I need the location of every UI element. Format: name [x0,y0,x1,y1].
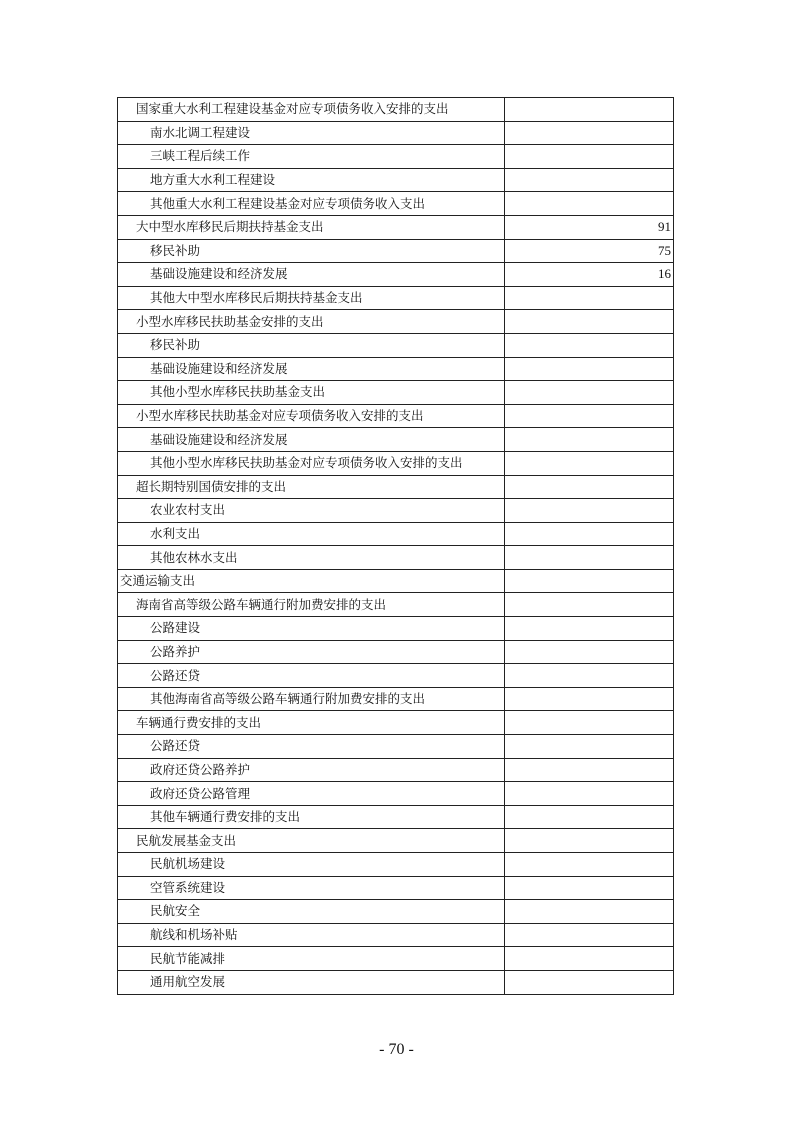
item-name-cell: 公路还贷 [118,735,505,759]
table-row [118,687,674,711]
table-row [118,357,674,381]
item-name-cell: 移民补助 [118,333,505,357]
table-row [118,947,674,971]
table-row [118,853,674,877]
item-name-cell: 超长期特别国债安排的支出 [118,475,505,499]
item-value-cell [505,357,674,381]
item-name-cell: 移民补助 [118,239,505,263]
item-name-cell: 基础设施建设和经济发展 [118,357,505,381]
item-value-cell [505,970,674,994]
item-name-cell: 航线和机场补贴 [118,923,505,947]
item-value-cell [505,310,674,334]
item-name-cell: 地方重大水利工程建设 [118,168,505,192]
item-name-cell: 三峡工程后续工作 [118,145,505,169]
item-value-cell [505,664,674,688]
item-name-cell: 其他小型水库移民扶助基金支出 [118,381,505,405]
item-name-cell: 其他重大水利工程建设基金对应专项债务收入支出 [118,192,505,216]
item-name-cell: 大中型水库移民后期扶持基金支出 [118,215,505,239]
item-name-cell: 通用航空发展 [118,970,505,994]
table-row [118,404,674,428]
item-name-cell: 其他大中型水库移民后期扶持基金支出 [118,286,505,310]
table-row [118,664,674,688]
table-body [118,98,674,995]
item-name-cell: 空管系统建设 [118,876,505,900]
item-value-cell: 75 [505,239,674,263]
expenditure-table [117,97,674,995]
table-row [118,569,674,593]
item-name-cell: 民航机场建设 [118,853,505,877]
item-value-cell [505,404,674,428]
table-row [118,758,674,782]
item-value-cell [505,947,674,971]
page-number: - 70 - [379,1041,414,1058]
table-row [118,900,674,924]
item-name-cell: 政府还贷公路管理 [118,782,505,806]
table-row [118,310,674,334]
item-value-cell [505,499,674,523]
item-value-cell [505,758,674,782]
table-row [118,333,674,357]
item-value-cell [505,546,674,570]
item-value-cell [505,333,674,357]
item-name-cell: 南水北调工程建设 [118,121,505,145]
table-row [118,923,674,947]
table-row [118,215,674,239]
table-row [118,782,674,806]
item-value-cell [505,640,674,664]
table-row [118,121,674,145]
item-name-cell: 民航发展基金支出 [118,829,505,853]
table-row [118,735,674,759]
item-name-cell: 其他海南省高等级公路车辆通行附加费安排的支出 [118,687,505,711]
item-name-cell: 水利支出 [118,522,505,546]
table-row [118,428,674,452]
item-value-cell [505,735,674,759]
table-row [118,522,674,546]
item-name-cell: 基础设施建设和经济发展 [118,263,505,287]
item-name-cell: 小型水库移民扶助基金对应专项债务收入安排的支出 [118,404,505,428]
item-value-cell [505,451,674,475]
item-value-cell [505,192,674,216]
table-row [118,381,674,405]
table-row [118,475,674,499]
table-row [118,451,674,475]
item-value-cell [505,168,674,192]
item-value-cell [505,522,674,546]
item-value-cell [505,687,674,711]
table-row [118,711,674,735]
item-value-cell [505,711,674,735]
item-name-cell: 小型水库移民扶助基金安排的支出 [118,310,505,334]
item-value-cell: 91 [505,215,674,239]
table-row [118,263,674,287]
table-row [118,98,674,122]
table-row [118,499,674,523]
item-value-cell [505,876,674,900]
table-row [118,593,674,617]
item-name-cell: 交通运输支出 [118,569,505,593]
table-row [118,168,674,192]
item-value-cell [505,923,674,947]
table-row [118,546,674,570]
item-value-cell [505,593,674,617]
item-value-cell [505,782,674,806]
table-row [118,829,674,853]
item-value-cell: 16 [505,263,674,287]
item-name-cell: 公路还贷 [118,664,505,688]
table-row [118,617,674,641]
item-name-cell: 其他车辆通行费安排的支出 [118,805,505,829]
item-name-cell: 基础设施建设和经济发展 [118,428,505,452]
item-name-cell: 政府还贷公路养护 [118,758,505,782]
item-name-cell: 农业农村支出 [118,499,505,523]
item-value-cell [505,617,674,641]
item-name-cell: 公路建设 [118,617,505,641]
item-name-cell: 国家重大水利工程建设基金对应专项债务收入安排的支出 [118,98,505,122]
item-value-cell [505,900,674,924]
item-value-cell [505,286,674,310]
table-row [118,805,674,829]
item-name-cell: 车辆通行费安排的支出 [118,711,505,735]
item-value-cell [505,829,674,853]
item-name-cell: 海南省高等级公路车辆通行附加费安排的支出 [118,593,505,617]
item-value-cell [505,121,674,145]
item-name-cell: 民航安全 [118,900,505,924]
table-row [118,640,674,664]
item-value-cell [505,805,674,829]
table-row [118,192,674,216]
table-row [118,145,674,169]
item-value-cell [505,381,674,405]
item-name-cell: 其他小型水库移民扶助基金对应专项债务收入安排的支出 [118,451,505,475]
item-value-cell [505,428,674,452]
table-row [118,239,674,263]
table-row [118,286,674,310]
item-name-cell: 公路养护 [118,640,505,664]
item-value-cell [505,853,674,877]
item-value-cell [505,145,674,169]
item-name-cell: 其他农林水支出 [118,546,505,570]
table-row [118,970,674,994]
item-value-cell [505,569,674,593]
item-name-cell: 民航节能减排 [118,947,505,971]
item-value-cell [505,98,674,122]
table-row [118,876,674,900]
item-value-cell [505,475,674,499]
